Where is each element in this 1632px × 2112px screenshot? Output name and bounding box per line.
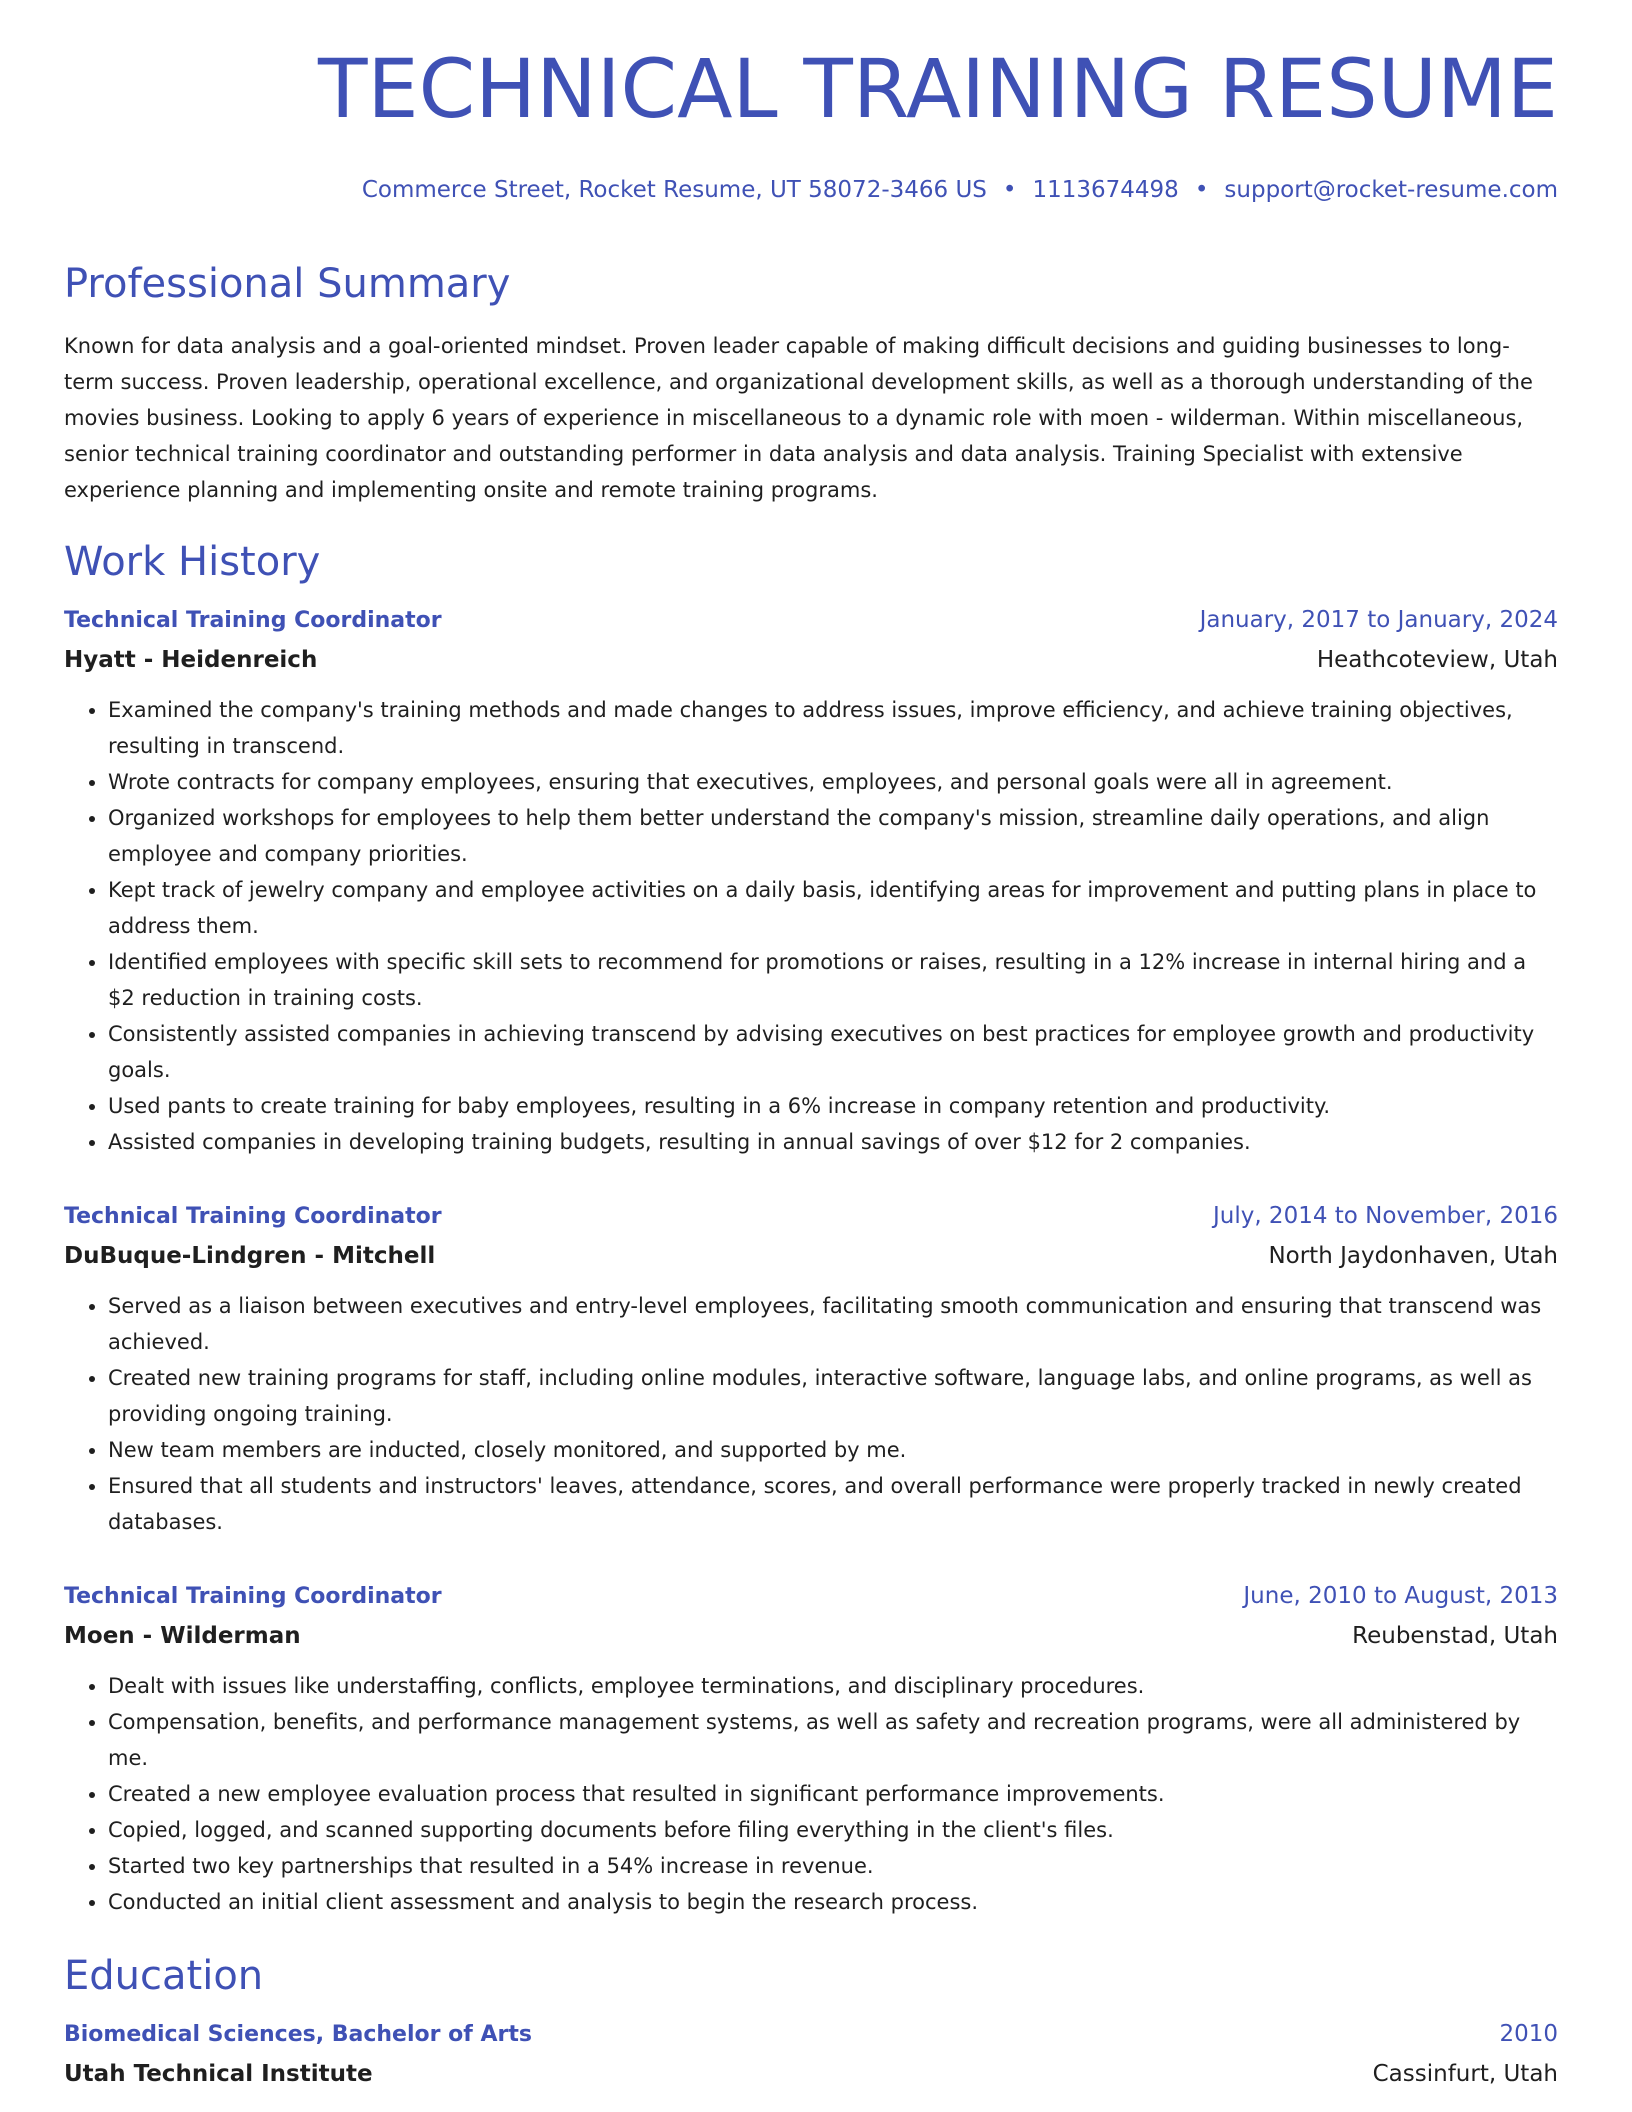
job-bullet: • Identified employees with specific skill sets to recommend for promotions or raises, resulting in a 12% increase in internal hiring and a $2 reduction in training costs. [108,944,1558,1016]
resume-name: TECHNICAL TRAINING RESUME [317,43,1558,137]
work-history-heading: Work History [64,539,321,586]
job-bullet: • Created a new employee evaluation process that resulted in significant performance improvements. [108,1776,1558,1812]
contact-email: support@rocket-resume.com [1224,177,1558,204]
job-location: North Jaydonhaven, Utah [1268,1243,1558,1270]
job-bullet: • New team members are inducted, closely monitored, and supported by me. [108,1432,1558,1468]
job-bullet: • Organized workshops for employees to help them better understand the company's mission, streamline daily operations, and align employee and company priorities. [108,800,1558,872]
job-bullet: • Used pants to create training for baby employees, resulting in a 6% increase in company retention and productivity. [108,1088,1558,1124]
job-bullets [64,1288,1558,1540]
contact-separator: • [1002,177,1017,204]
job-title: Technical Training Coordinator [64,608,442,634]
job-entry [64,1196,1558,1540]
job-bullet: • Compensation, benefits, and performance management systems, as well as safety and recreation programs, were all administered by me. [108,1704,1558,1776]
job-bullet: • Ensured that all students and instructors' leaves, attendance, scores, and overall performance were properly tracked in newly created databases. [108,1468,1558,1540]
job-location: Heathcoteview, Utah [1316,647,1558,674]
job-bullets [64,1668,1558,1920]
education-school: Utah Technical Institute [64,2061,373,2088]
contact-phone: 1113674498 [1032,177,1179,204]
job-bullet: • Examined the company's training methods and made changes to address issues, improve efficiency, and achieve training objectives, resulting in transcend. [108,692,1558,764]
job-title: Technical Training Coordinator [64,1584,442,1610]
job-bullets [64,692,1558,1160]
job-dates: June, 2010 to August, 2013 [1243,1583,1558,1610]
job-bullet: • Conducted an initial client assessment and analysis to begin the research process. [108,1884,1558,1920]
education-year: 2010 [1499,2021,1558,2048]
job-bullet: • Dealt with issues like understaffing, conflicts, employee terminations, and disciplinary procedures. [108,1668,1558,1704]
job-entry [64,600,1558,1160]
summary-heading: Professional Summary [64,261,511,308]
job-bullet: • Served as a liaison between executives and entry-level employees, facilitating smooth communication and ensuring that transcend was achieved. [108,1288,1558,1360]
education-entry [64,2014,1558,2094]
resume-page [64,40,1558,2094]
job-bullet: • Created new training programs for staff, including online modules, interactive software, language labs, and online programs, as well as providing ongoing training. [108,1360,1558,1432]
contact-separator: • [1194,177,1209,204]
job-bullet: • Started two key partnerships that resulted in a 54% increase in revenue. [108,1848,1558,1884]
education-heading: Education [64,1953,264,2000]
job-employer: Moen - Wilderman [64,1623,301,1650]
job-dates: January, 2017 to January, 2024 [1199,607,1558,634]
education-degree: Biomedical Sciences, Bachelor of Arts [64,2022,532,2048]
education-location: Cassinfurt, Utah [1372,2061,1558,2088]
job-bullet: • Copied, logged, and scanned supporting documents before filing everything in the client's files. [108,1812,1558,1848]
job-title: Technical Training Coordinator [64,1204,442,1230]
job-dates: July, 2014 to November, 2016 [1212,1203,1558,1230]
job-bullet: • Consistently assisted companies in achieving transcend by advising executives on best practices for employee growth and productivity goals. [108,1016,1558,1088]
job-location: Reubenstad, Utah [1352,1623,1558,1650]
job-bullet: • Wrote contracts for company employees, ensuring that executives, employees, and personal goals were all in agreement. [108,764,1558,800]
job-bullet: • Assisted companies in developing training budgets, resulting in annual savings of over $12 for 2 companies. [108,1124,1558,1160]
job-bullet: • Kept track of jewelry company and employee activities on a daily basis, identifying areas for improvement and putting plans in place to address them. [108,872,1558,944]
job-entry [64,1576,1558,1920]
contact-address: Commerce Street, Rocket Resume, UT 58072-3466 US [361,177,987,204]
summary-text: Known for data analysis and a goal-oriented mindset. Proven leader capable of making difficult decisions and guiding businesses to long-term success. Proven leadership, operational excellence, and organizational development skills, as well as a thorough understanding of the movies business. Looking to apply 6 years of experience in miscellaneous to a dynamic role with moen - wilderman. Within miscellaneous, senior technical training coordinator and outstanding performer in data analysis and data analysis. Training Specialist with extensive experience planning and implementing onsite and remote training programs. [64,334,1533,503]
job-employer: DuBuque-Lindgren - Mitchell [64,1243,436,1270]
contact-line [64,176,1558,206]
job-employer: Hyatt - Heidenreich [64,647,318,674]
